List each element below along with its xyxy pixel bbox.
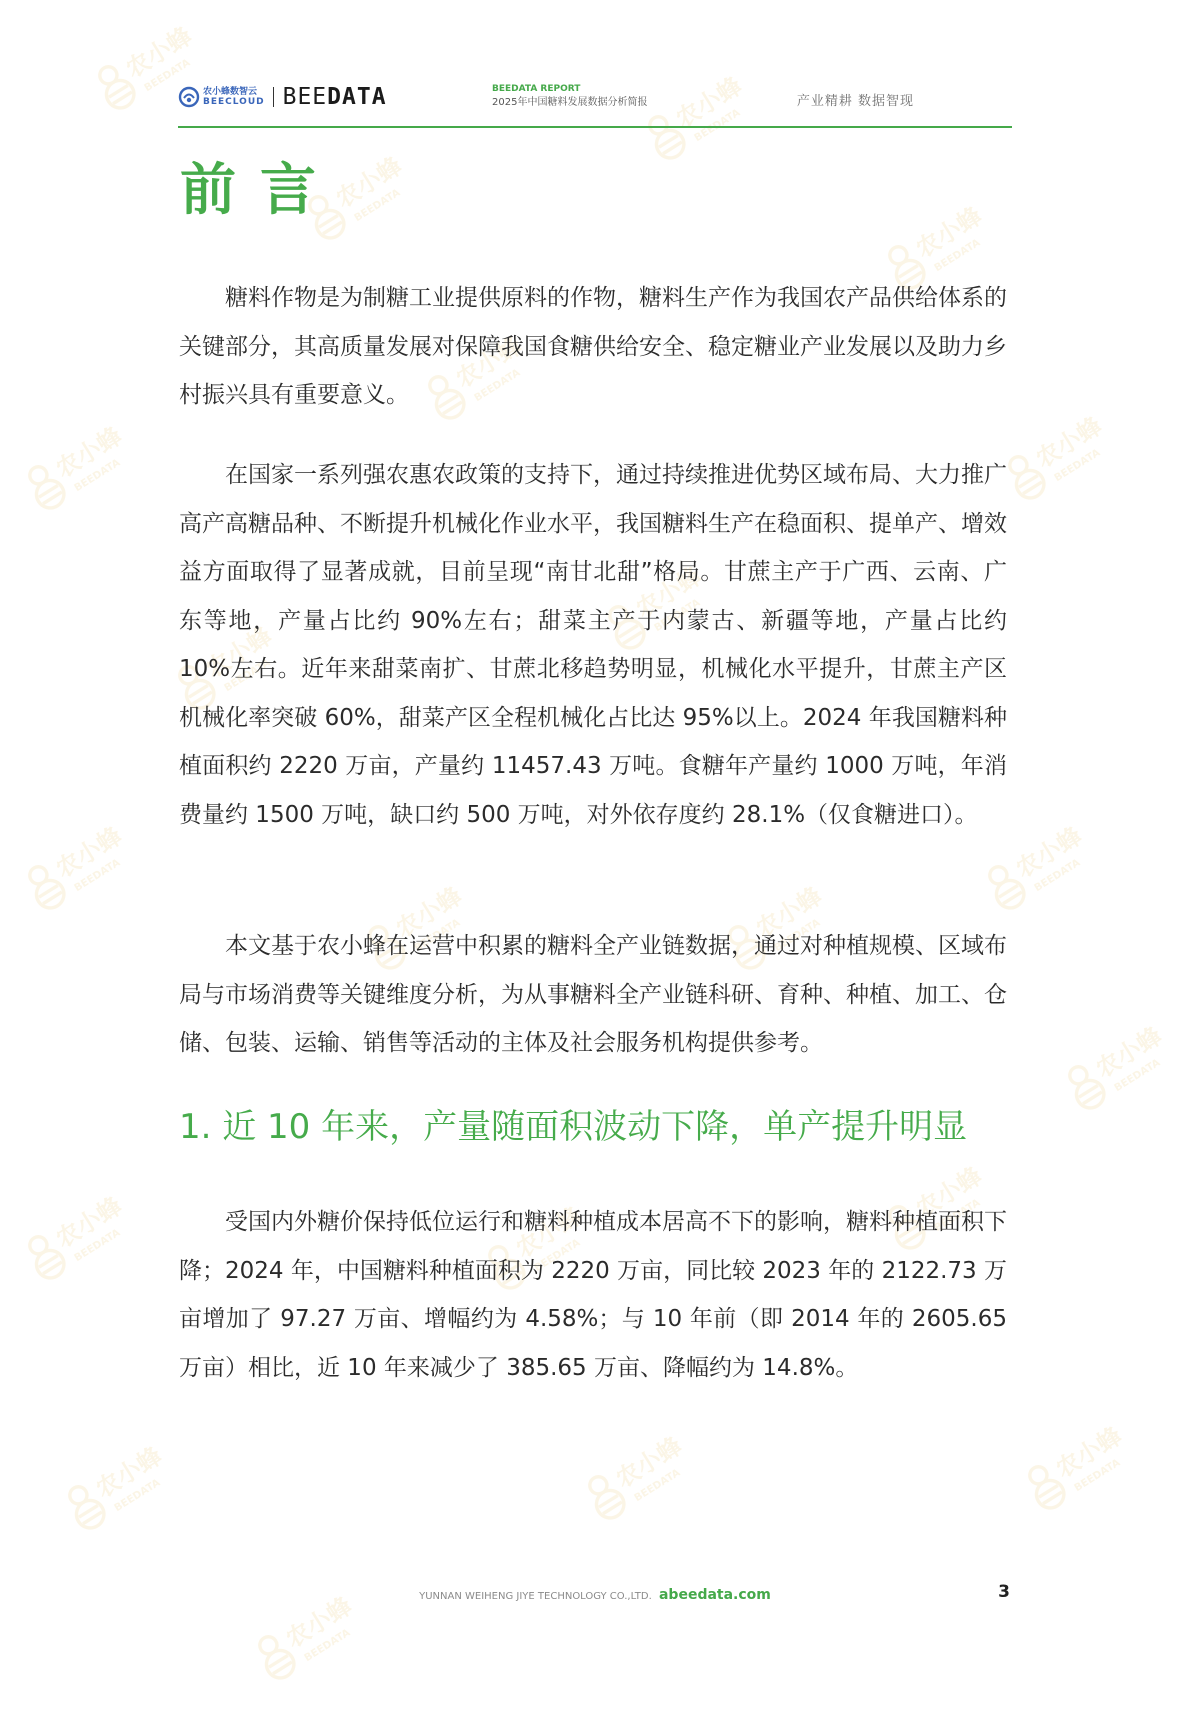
logo-en-text: BEECLOUD <box>203 96 265 107</box>
page-number: 3 <box>998 1582 1010 1602</box>
watermark-logo <box>1004 1395 1156 1539</box>
section-heading: 1. 近 10 年来，产量随面积波动下降，单产提升明显 <box>179 1107 968 1147</box>
report-title: 2025年中国糖料发展数据分析简报 <box>492 96 648 108</box>
section-paragraph: 受国内外糖价保持低位运行和糖料种植成本居高不下的影响，糖料种植面积下降；2024 年，中国糖料种植面积为 2220 万亩，同比较 2023 年的 2122.73 万亩增加了 97.27 万亩、增幅约为 4.58%；与 10 年前（即 2014 年的 2605.65 万亩）相比，近 10 年来减少了 385.65 万亩、降幅约为 14.8%。 <box>179 1209 1007 1381</box>
logo-cn-text: 农小蜂数智云 <box>203 86 258 97</box>
brand-logo <box>178 84 387 110</box>
intro-paragraph-2: 在国家一系列强农惠农政策的支持下，通过持续推进优势区域布局、大力推广高产高糖品种、不断提升机械化作业水平，我国糖料生产在稳面积、提单产、增效益方面取得了显著成就，目前呈现“南甘北甜”格局。甘蔗主产于广西、云南、广东等地，产量占比约 90%左右；甜菜主产于内蒙古、新疆等地，产量占比约 10%左右。近年来甜菜南扩、甘蔗北移趋势明显，机械化水平提升，甘蔗主产区机械化率突破 60%，甜菜产区全程机械化占比达 95%以上。2024 年我国糖料种植面积约 2220 万亩，产量约 11457.43 万吨。食糖年产量约 1000 万吨，年消费量约 1500 万吨，缺口约 500 万吨，对外依存度约 28.1%（仅食糖进口）。 <box>179 462 1007 828</box>
watermark-logo <box>4 1165 156 1309</box>
brand-part-a: BEE <box>282 84 328 110</box>
brand-part-b: DATA <box>327 84 387 110</box>
watermark-logo <box>4 795 156 939</box>
beecloud-logo-icon <box>178 86 200 108</box>
beecloud-wordmark <box>203 88 265 107</box>
report-info <box>492 84 647 109</box>
beedata-wordmark <box>283 84 387 110</box>
footer-company: YUNNAN WEIHENG JIYE TECHNOLOGY CO.,LTD. <box>419 1591 652 1602</box>
logo-divider <box>273 87 274 107</box>
watermark-logo <box>44 1415 196 1559</box>
page-title: 前言 <box>180 158 340 223</box>
watermark-logo <box>1044 995 1190 1139</box>
watermark-logo <box>564 1405 716 1549</box>
watermark-logo <box>4 395 156 539</box>
intro-paragraph-3: 本文基于农小蜂在运营中积累的糖料全产业链数据，通过对种植规模、区域布局与市场消费等关键维度分析，为从事糖料全产业链科研、育种、种植、加工、仓储、包装、运输、销售等活动的主体及社会服务机构提供参考。 <box>179 933 1007 1056</box>
footer-site-link[interactable]: abeedata.com <box>658 1587 771 1603</box>
header-slogan: 产业精耕 数据智现 <box>796 94 914 109</box>
intro-paragraph-1: 糖料作物是为制糖工业提供原料的作物，糖料生产作为我国农产品供给体系的关键部分，其高质量发展对保障我国食糖供给安全、稳定糖业产业发展以及助力乡村振兴具有重要意义。 <box>179 285 1007 408</box>
page-footer <box>0 1587 1190 1603</box>
page-header <box>178 76 1012 128</box>
report-label: BEEDATA REPORT <box>492 84 581 94</box>
